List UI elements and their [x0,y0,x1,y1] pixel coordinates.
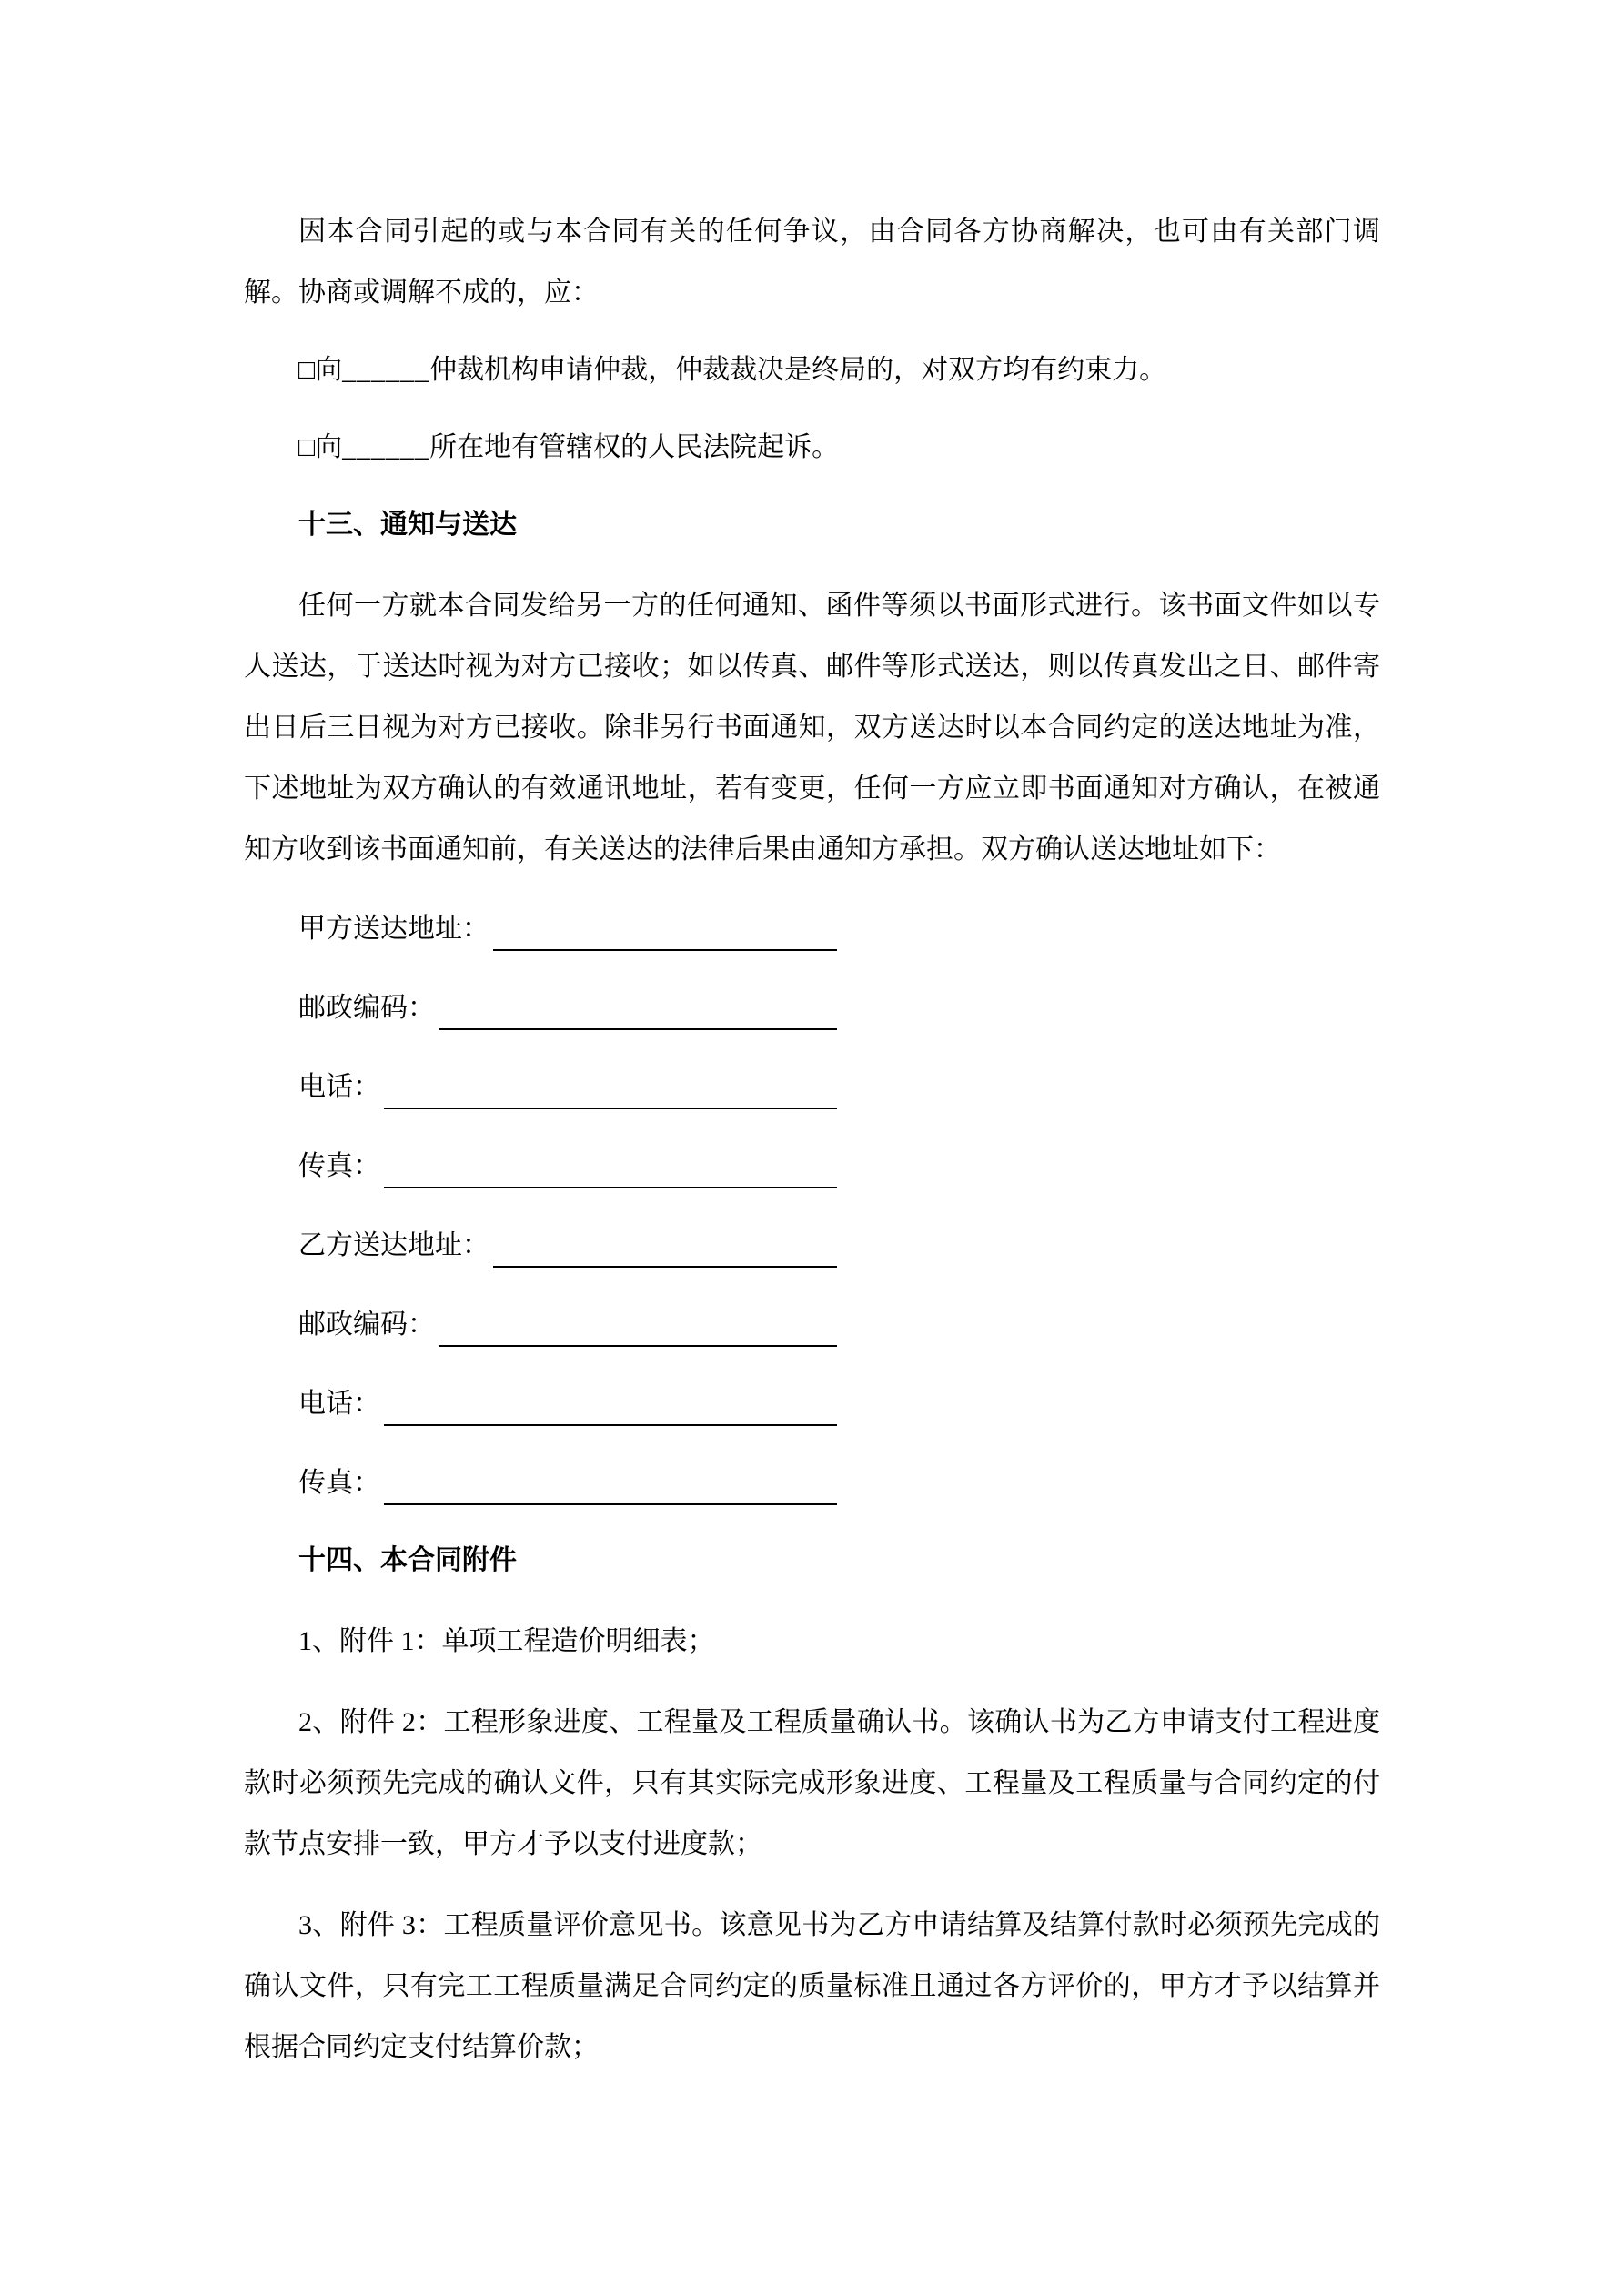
dispute-resolution-paragraph: 因本合同引起的或与本合同有关的任何争议，由合同各方协商解决，也可由有关部门调解。协商或调解不成的，应： [244,217,1380,308]
field-party-a-address [298,898,837,959]
field-label: 电话： [298,1072,380,1102]
field-label: 甲方送达地址： [298,914,489,944]
attachment-item-3: 3、附件 3：工程质量评价意见书。该意见书为乙方申请结算及结算付款时必须预先完成的确认文件，只有完工工程质量满足合同约定的质量标准且通过各方评价的，甲方才予以结算并根据合同约定支付结算价款； [244,1910,1380,2062]
field-party-a-postcode [298,977,837,1038]
party-b-fax-blank-line[interactable] [384,1452,837,1505]
attachment-item-2: 2、附件 2：工程形象进度、工程量及工程质量确认书。该确认书为乙方申请支付工程进度款时必须预先完成的确认文件，只有其实际完成形象进度、工程量及工程质量与合同约定的付款节点安排一致，甲方才予以支付进度款； [244,1707,1380,1859]
court-option-line [244,417,1380,478]
section-13-heading: 十三、通知与送达 [298,510,517,540]
party-a-phone-blank-line[interactable] [384,1057,837,1109]
field-label: 邮政编码： [298,993,435,1023]
party-a-address-blank-line[interactable] [493,898,837,951]
arbitration-blank-line[interactable]: ______ [342,355,430,385]
party-a-postcode-blank-line[interactable] [439,977,837,1030]
arbitration-option-text: 仲裁机构申请仲裁，仲裁裁决是终局的，对双方均有约束力。 [429,355,1167,385]
attachment-item-1: 1、附件 1：单项工程造价明细表； [298,1626,715,1656]
field-party-b-address [298,1215,837,1276]
court-blank-line[interactable]: ______ [342,432,430,462]
field-label: 邮政编码： [298,1310,435,1340]
section-14-heading: 十四、本合同附件 [298,1545,517,1575]
party-a-fax-blank-line[interactable] [384,1136,837,1188]
field-label: 电话： [298,1389,380,1419]
field-party-a-phone [298,1057,837,1118]
field-party-b-postcode [298,1294,837,1355]
field-party-b-fax [298,1452,837,1513]
court-option-prefix: 向 [315,432,343,462]
arbitration-option-line [244,339,1380,400]
party-b-postcode-blank-line[interactable] [439,1294,837,1347]
arbitration-option-prefix: 向 [315,355,343,385]
field-label: 乙方送达地址： [298,1230,489,1260]
court-option-text: 所在地有管辖权的人民法院起诉。 [429,432,840,462]
party-b-address-blank-line[interactable] [493,1215,837,1268]
field-label: 传真： [298,1468,380,1498]
checkbox-icon[interactable]: □ [298,355,316,385]
notice-delivery-paragraph: 任何一方就本合同发给另一方的任何通知、函件等须以书面形式进行。该书面文件如以专人送达，于送达时视为对方已接收；如以传真、邮件等形式送达，则以传真发出之日、邮件寄出日后三日视为对方已接收。除非另行书面通知，双方送达时以本合同约定的送达地址为准，下述地址为双方确认的有效通讯地址，若有变更，任何一方应立即书面通知对方确认，在被通知方收到该书面通知前，有关送达的法律后果由通知方承担。双方确认送达地址如下： [244,591,1380,865]
field-party-b-phone [298,1373,837,1434]
checkbox-icon[interactable]: □ [298,432,316,462]
field-party-a-fax [298,1136,837,1197]
party-b-phone-blank-line[interactable] [384,1373,837,1426]
field-label: 传真： [298,1151,380,1181]
